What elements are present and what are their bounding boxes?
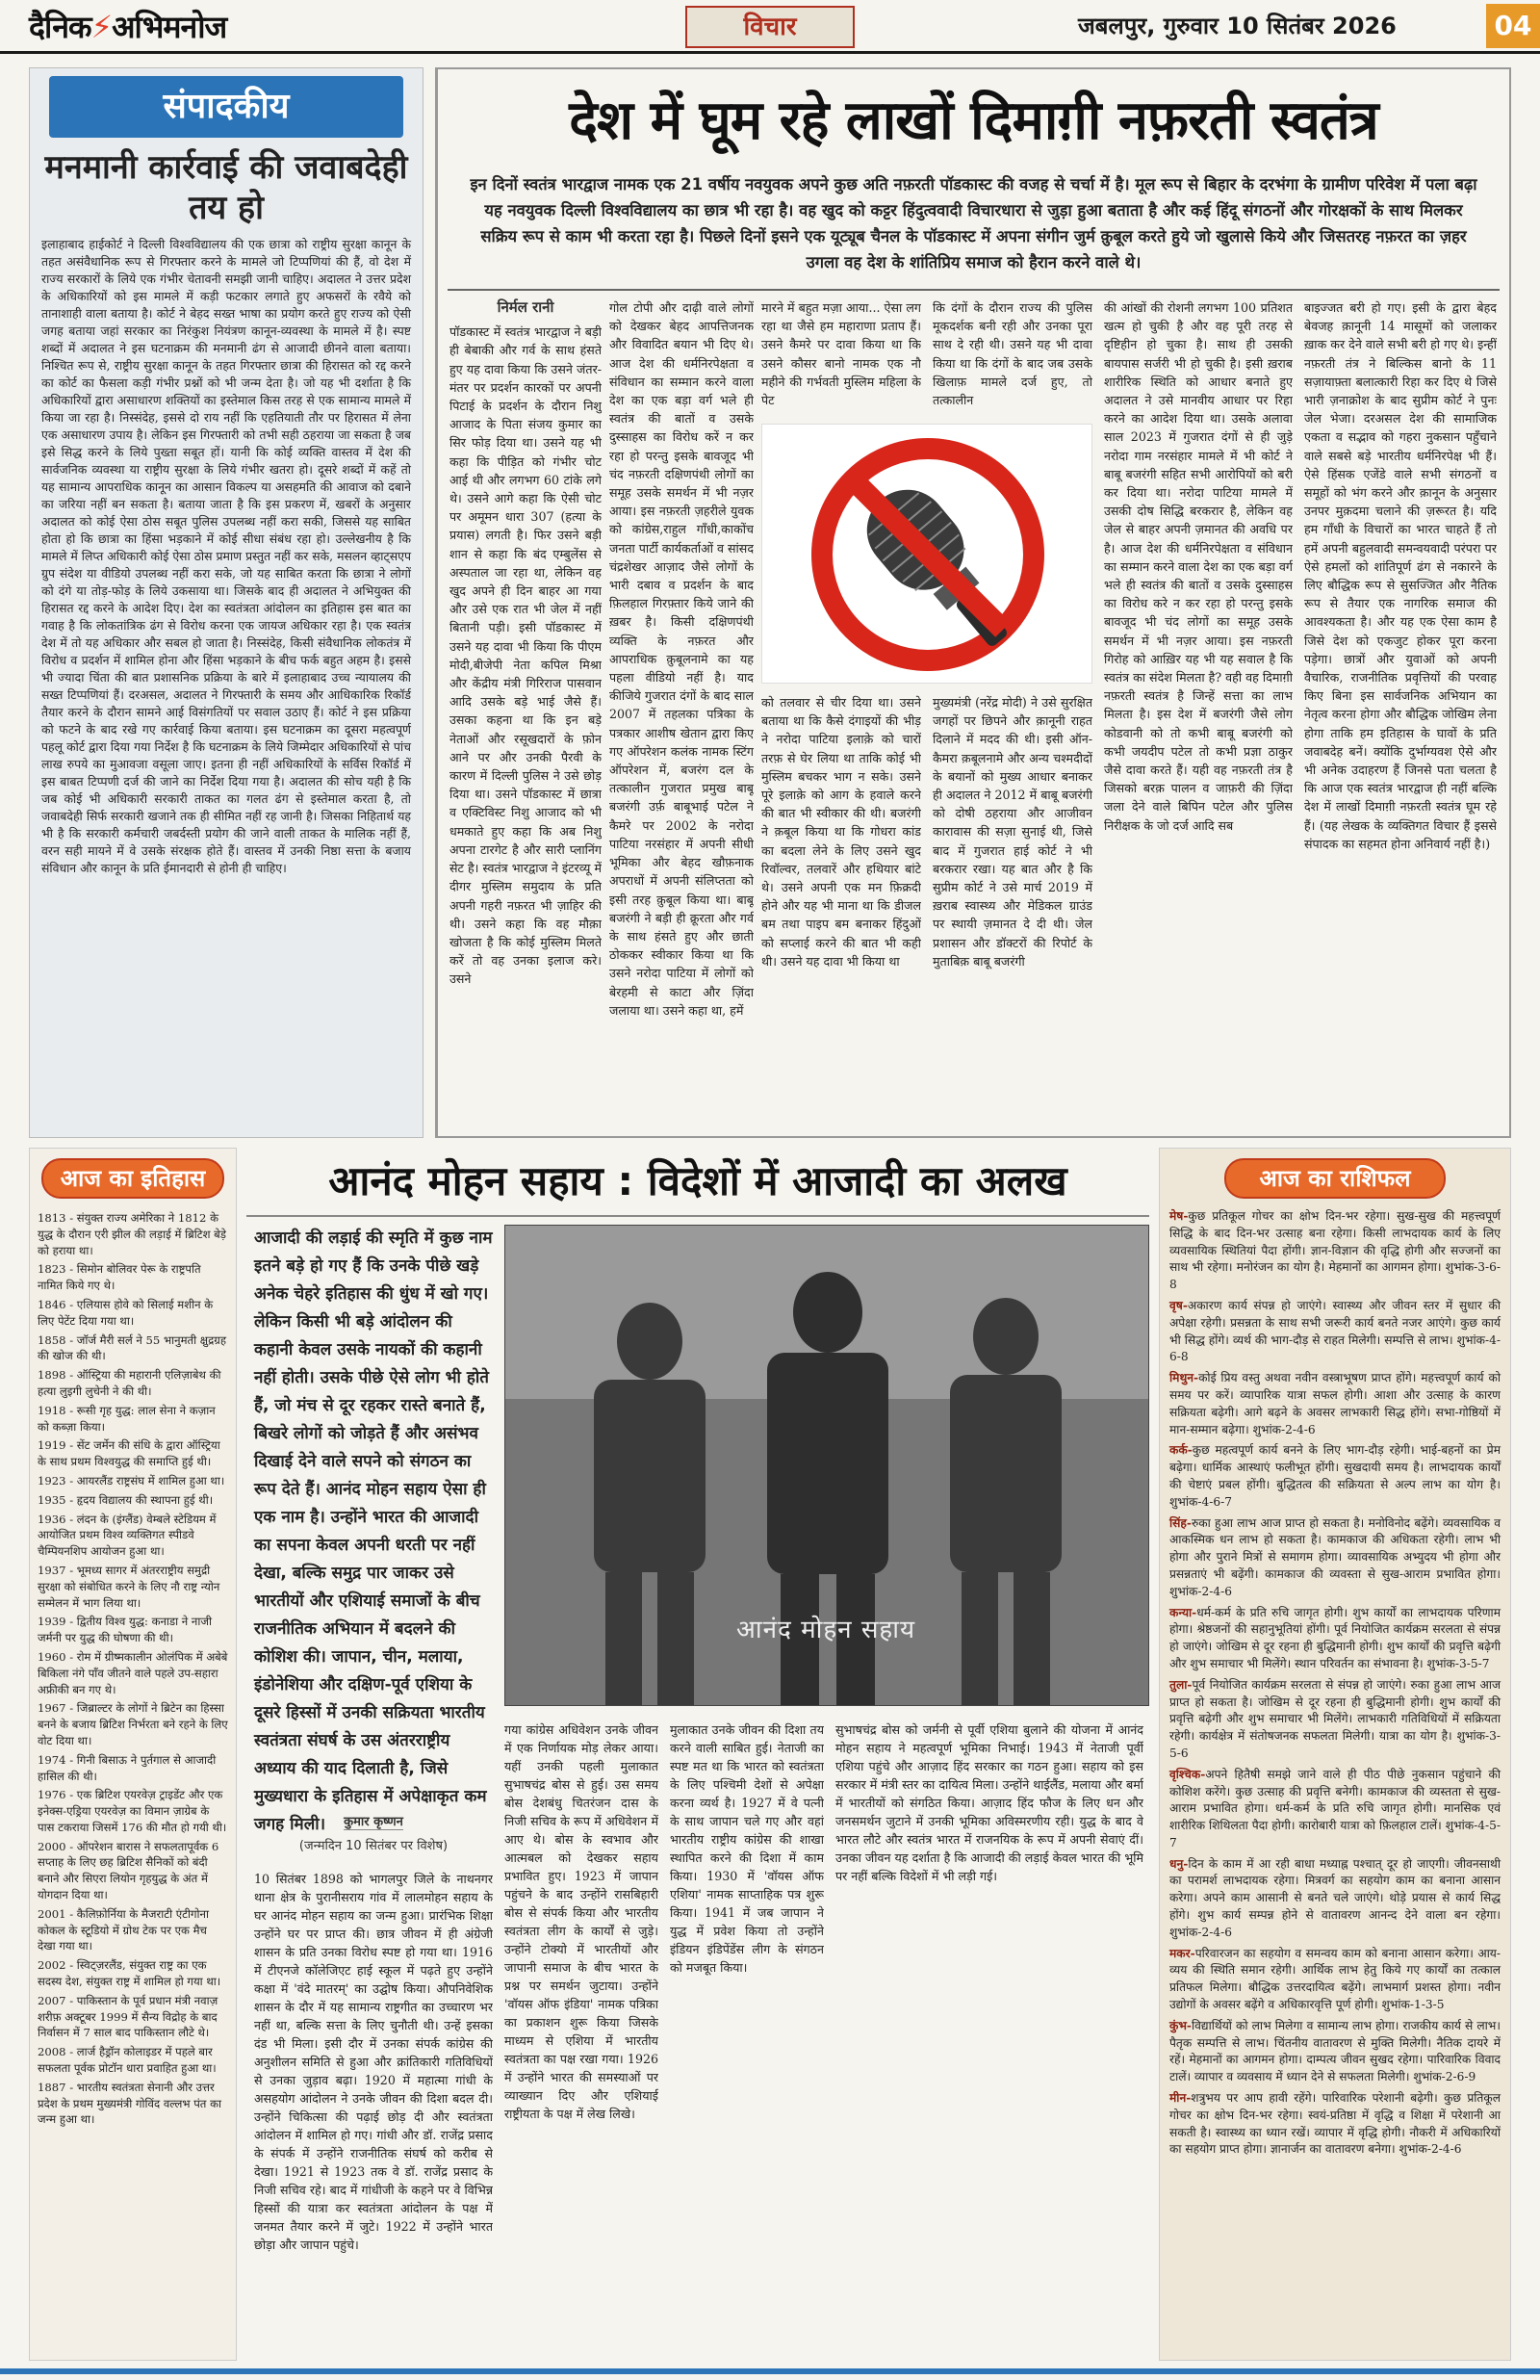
- history-item: 1887 - भारतीय स्वतंत्रता सेनानी और उत्तर प्रदेश के प्रथम मुख्यमंत्री गोविंद वल्लभ पंत का जन्म हुआ था।: [38, 2080, 221, 2127]
- horoscope-text: अपने हितैषी समझे जाने वाले ही पीठ पीछे नुकसान पहुंचाने की कोशिश करेंगे। कुछ उत्साह की प्रवृत्ति बनेगी। कामकाज की व्यस्तता से सुख-आराम प्रभावित होगा। धर्म-कर्म के प्रति रुचि जागृत होगी। मानसिक एवं शारीरिक शिथिलता पैदा होगी। कारोबारी यात्रा को फ़िलहाल टालें। शुभांक-4-5-7: [1169, 1767, 1501, 1850]
- horoscope-item: [1169, 1298, 1501, 1366]
- horoscope-text: धर्म-कर्म के प्रति रुचि जागृत होगी। शुभ कार्यों का लाभदायक परिणाम होगा। श्रेष्ठजनों की सहानुभूतियां होंगी। पूर्व नियोजित कार्यक्रम सरलता से संपन्न हो जाएंगे। जोखिम से दूर रहना ही बुद्धिमानी होगी। शुभ कार्यों की प्रवृत्ति बढ़ेगी और शुभ समाचार भी मिलेंगे। स्थान परिवर्तन का संभावना है। शुभांक-3-5-7: [1169, 1605, 1501, 1670]
- horoscope-text: कुछ महत्वपूर्ण कार्य बनने के लिए भाग-दौड़ रहेगी। भाई-बहनों का प्रेम बढ़ेगा। धार्मिक आस्थाएं फलीभूत होंगी। सुखदायी समय है। लाभदायक कार्यों की चेष्टाएं प्रबल होंगी। बुद्धितत्व की सक्रियता से अल्प लाभ का योग है। शुभांक-4-6-7: [1169, 1443, 1501, 1509]
- newspaper-logo: [29, 6, 226, 47]
- horoscope-item: [1169, 1515, 1501, 1601]
- horoscope-item: [1169, 1442, 1501, 1511]
- horoscope-text: कोई प्रिय वस्तु अथवा नवीन वस्त्राभूषण प्राप्त होंगे। महत्त्वपूर्ण कार्य को समय पर करें। व्यापारिक यात्रा सफल होगी। आशा और उत्साह के कारण सक्रियता बढ़ेगी। आगे बढ़ने के अवसर लाभकारी सिद्ध होंगे। सभा-गोष्ठियों में मान-सम्मान बढ़ेगा। शुभांक-2-4-6: [1169, 1371, 1501, 1436]
- lead-deck: इन दिनों स्वतंत्र भारद्वाज नामक एक 21 वर्षीय नवयुवक अपने कुछ अति नफ़रती पॉडकास्ट की वजह से चर्चा में है। मूल रूप से बिहार के दरभंगा के ग्रामीण परिवेश में पला बढ़ा यह नवयुवक दिल्ली विश्वविद्यालय का छात्र भी रहा है। वह खुद को कट्टर हिंदुत्ववादी विचारधारा से जुड़ा हुआ बताता है और कई हिंदू संगठनों और गोरक्षकों के साथ मिलकर सक्रिय रूप से काम भी करता रहा है। पिछले दिनों इसने एक यूट्यूब चैनल के पॉडकास्ट में अपना संगीन जुर्म क़ुबूल करते हुये जो खुलासे किये और जिसतरह नफ़रत का ज़हर उगला वह देश के शांतिप्रिय समाज को हैरान करने वाले थे।: [470, 175, 1477, 272]
- feature-author: कुमार कृष्णन: [344, 1812, 403, 1830]
- editorial-column: [29, 67, 424, 1138]
- section-label: विचार: [685, 6, 855, 48]
- horoscope-title: आज का राशिफल: [1224, 1158, 1446, 1199]
- zodiac-sign: तुला-: [1169, 1677, 1193, 1692]
- history-item: 1974 - गिनी बिसाऊ ने पुर्तगाल से आजादी हासिल की थी।: [38, 1752, 217, 1783]
- lead-column-text: बाइज्जत बरी हो गए। इसी के द्वारा बेहद बेवजह क़ानूनी 14 मासूमों को जलाकर ख़ाक कर देने वाले सभी बरी हो गए थे। इन्हीं नफ़रती तंत्र ने बिल्किस बानो के 11 सज़ायाफ़्ता बलात्कारी रिहा कर दिए थे जिसे भारी ज़नाक्रोश के बाद सुप्रीम कोर्ट ने पुनः जेल भेजा। दरअसल देश की सामाजिक एकता व सद्भाव को गहरा नुकसान पहुँचाने वाले सबसे बड़े भारतीय धर्मनिरपेक्ष भी हैं। ऐसे हिंसक एजेंडे वाले सभी संगठनों व समूहों को भंग करने और क़ानून के अनुसार उनपर मुक़दमा चलाने की ज़रूरत है। यदि हम गाँधी के विचारों का भारत चाहते हैं तो हमें अपनी बहुलवादी समन्वयवादी परंपरा पर ऐसे हमलों को शांतिपूर्ण ढंग से नकारने के लिए बौद्धिक रूप से सुसज्जित और नैतिक रूप से तैयार एक नागरिक समाज की आवश्यकता है। और यह एक ऐसा काम है जिसे देश को एकजुट होकर पूरा करना पड़ेगा। छात्रों और युवाओं को अपनी वैचारिक, राजनीतिक प्रवृत्तियों की परवाह किए बिना इस सार्वजनिक अभियान का नेतृत्व करना होगा और बौद्धिक जोखिम लेना होगा ताकि हम इतिहास के घावों के प्रति जवाबदेह बनें। क्योंकि दुर्भाग्यवश ऐसे और भी अनेक उदाहरण हैं जिनसे पता चलता है कि आज एक स्वतंत्र भारद्वाज ही नहीं बल्कि देश में लाखों दिमाग़ी नफ़रती स्वतंत्र घूम रहे हैं। (यह लेखक के व्यक्तिगत विचार हैं इससे संपादक का सहमत होना अनिवार्य नहीं है।): [1304, 300, 1497, 851]
- lead-column-6: [1304, 298, 1497, 1098]
- bottom-section: [29, 1148, 1511, 2361]
- feature-column-2: [504, 1720, 658, 2351]
- horoscope-item: [1169, 1370, 1501, 1438]
- horoscope-panel: [1159, 1148, 1511, 2361]
- history-item: 1918 - रूसी गृह युद्ध: लाल सेना ने कज़ान को कब्ज़ा किया।: [38, 1403, 216, 1434]
- history-item: 1936 - लंदन के (इंग्लैंड) वेम्बले स्टेडियम में आयोजित प्रथम विश्व व्यक्तिगत स्पीडवे चैम्पियनशिप आयोजन हुआ था।: [38, 1512, 217, 1559]
- zodiac-sign: मेष-: [1169, 1209, 1189, 1223]
- horoscope-text: अकारण कार्य संपन्न हो जाएंगे। स्वास्थ्य और जीवन स्तर में सुधार की अपेक्षा रहेगी। प्रसन्नता के साथ सभी जरूरी कार्य बनते नजर आएंगे। कुछ कार्य भी सिद्ध होंगे। व्यर्थ की भाग-दौड़ से राहत मिलेगी। सम्पत्ति से लाभ। शुभांक-4-6-8: [1169, 1298, 1501, 1364]
- horoscope-text: परिवारजन का सहयोग व समन्वय काम को बनाना आसान करेगा। आय-व्यय की स्थिति समान रहेगी। आर्थिक लाभ हेतु किये गए कार्यों का तत्काल प्रतिफल मिलेगा। बौद्धिक उत्तरदायित्व बढ़ेंगे। लाभमार्ग प्रशस्त होगा। नवीन उद्योगों के अवसर बढ़ेंगे व अधिकारवृत्ति पूर्ण होगी। शुभांक-1-3-5: [1169, 1946, 1501, 2012]
- horoscope-item: [1169, 1605, 1501, 1673]
- zodiac-sign: कन्या-: [1169, 1605, 1197, 1619]
- lead-column-text: की आंखों की रोशनी लगभग 100 प्रतिशत खत्म हो चुकी है और वह पूरी तरह से दृष्टिहीन हो चुका है। साथ ही उसकी बायपास सर्जरी भी हो चुकी है। इसी ख़राब शारीरिक स्थिति को आधार बनाते हुए अदालत ने उसे मानवीय आधार पर रिहा करने का आदेश दिया था। उसके अलावा साल 2023 में गुजरात दंगों से ही जुड़े नरोदा गाम नरसंहार मामले में भी कोर्ट ने बाबू बजरंगी सहित सभी आरोपियों को बरी कर दिया था। नरोदा पाटिया मामले में उसकी दोष सिद्धि बरकरार है, लेकिन वह जेल से बाहर अपनी ज़मानत की अवधि पर है। आज देश की धर्मनिरपेक्षता व संविधान का सम्मान करने वाला देश का एक बड़ा वर्ग भले ही स्वतंत्र की बातों व उसके दुस्साहस का विरोध करे न कर रहा हो परन्तु इसके बावजूद भी चंद लोगों का समूह उसके समर्थन में भी नज़र आया। इस नफ़रती गिरोह को आख़िर यह भी यह सवाल है कि स्वतंत्र का संदेश मिलता है? वही वह दिमाग़ी नफ़रती स्वतंत्र है जिन्हें सत्ता का लाभ मिलता है। इस देश में बजरंगी जैसे लोग कोडवानी को तो कभी बाबू बजरंगी को कभी जयदीप पटेल तो कभी प्रज्ञा ठाकुर जैसे दावा करते हैं। यही वह नफ़रती तंत्र है जिसको बरक़ पालन व जाफ़री की ज़िंदा जला देने वाले बिपिन पटेल और पुलिस निरीक्षक के जो दर्ज आदि सब: [1104, 300, 1293, 833]
- history-item: 1846 - एलियास होवे को सिलाई मशीन के लिए पेटेंट दिया गया था।: [38, 1297, 214, 1328]
- feature-column-3: [670, 1720, 824, 2351]
- history-panel: [29, 1148, 237, 2361]
- history-title: आज का इतिहास: [41, 1158, 224, 1199]
- historical-photo: [504, 1225, 1149, 1706]
- history-item: 1939 - द्वितीय विश्व युद्ध: कनाडा ने नाजी जर्मनी पर युद्ध की घोषणा की थी।: [38, 1615, 212, 1645]
- history-item: 2002 - स्विट्ज़रलैंड, संयुक्त राष्ट्र का एक सदस्य देश, संयुक्त राष्ट्र में शामिल हो गया था।: [38, 1958, 221, 1989]
- brand-prefix: दैनिक: [29, 9, 91, 45]
- editorial-kicker: संपादकीय: [49, 76, 403, 138]
- horoscope-item: [1169, 1767, 1501, 1852]
- history-item: 2008 - लार्ज हैड्रॉन कोलाइडर में पहले बार सफलता पूर्वक प्रोटॉन धारा प्रवाहित हुआ था।: [38, 2045, 217, 2076]
- lead-column-3-top: [761, 298, 921, 412]
- zodiac-sign: कर्क-: [1169, 1443, 1193, 1458]
- lead-column-1: [449, 298, 602, 1098]
- divider: [448, 289, 1500, 291]
- horoscope-item: [1169, 1208, 1501, 1294]
- history-item: 1813 - संयुक्त राज्य अमेरिका ने 1812 के युद्ध के दौरान एरी झील की लड़ाई में ब्रिटिश बेड़े को हराया था।: [38, 1211, 226, 1257]
- lightning-bolt-icon: ⚡: [90, 9, 113, 45]
- zodiac-sign: सिंह-: [1169, 1515, 1192, 1530]
- horoscope-text: शत्रुभय पर आप हावी रहेंगे। पारिवारिक परेशानी बढ़ेगी। कुछ प्रतिकूल गोचर का क्षोभ दिन-भर रहेगा। स्वयं-प्रतिष्ठा में वृद्धि व शिक्षा में परेशानी आ सकती है। स्वास्थ्य का ध्यान रखें। व्यापार में वृद्धि होगी। नौकरी में अधिकारियों का सहयोग प्राप्त होगा। ज्ञानार्जन का वातावरण बनेगा। शुभांक-2-4-6: [1169, 2091, 1501, 2157]
- horoscope-list: [1160, 1204, 1510, 2166]
- zodiac-sign: मिथुन-: [1169, 1371, 1199, 1385]
- footer-rule: [0, 2368, 1540, 2374]
- lead-column-4-bottom: [933, 693, 1092, 1098]
- history-item: 1960 - रोम में ग्रीष्मकालीन ओलंपिक में अबेबे बिकिला नंगे पाँव जीतने वाले पहले उप-सहारा अफ्रीकी बन गए थे।: [38, 1649, 228, 1696]
- lead-article: [435, 67, 1511, 1138]
- horoscope-text: विद्यार्थियों को लाभ मिलेगा व सामान्य लाभ होगा। राजकीय कार्य से लाभ। पैतृक सम्पत्ति से लाभ। चिंतनीय वातावरण से मुक्ति मिलेगी। नैतिक दायरे में रहें। मेहमानों का आगमन होगा। दाम्पत्य जीवन सुखद रहेगा। पारिवारिक विवाद टालें। व्यापार व व्यवसाय में ध्यान देने से सफलता मिलेगी। शुभांक-2-6-9: [1169, 2018, 1501, 2084]
- lead-columns: [438, 298, 1509, 1098]
- horoscope-item: [1169, 1946, 1501, 2014]
- masthead: [0, 0, 1540, 54]
- history-item: 2007 - पाकिस्तान के पूर्व प्रधान मंत्री नवाज़ शरीफ़ अक्टूबर 1999 में सैन्य विद्रोह के बाद निर्वासन में 7 साल बाद पाकिस्तान लौटे थे।: [38, 1993, 218, 2040]
- page-number: 04: [1486, 4, 1540, 48]
- lead-column-text: गोल टोपी और दाढ़ी वाले लोगों को देखकर बेहद आपत्तिजनक और विवादित बयान भी दिए थे। आज देश की धर्मनिरपेक्षता व संविधान का सम्मान करने वाला देश का एक बड़ा वर्ग भले ही स्वतंत्र की बातों व उसके दुस्साहस का विरोध करें न कर रहा हो परन्तु इसके बावजूद भी चंद नफ़रती दक्षिणपंथी लोगों का समूह उसके समर्थन में भी नज़र आया। इस नफ़रती ज़हरीले युवक को कांग्रेस,राहुल गाँधी,काकोंच जनता पार्टी कार्यकर्ताओं व सांसद चंद्रशेखर आज़ाद जैसे लोगों के भारी दबाव व प्रदर्शन के बाद फ़िलहाल गिरफ़्तार किये जाने की ख़बर है। किसी दक्षिणपंथी व्यक्ति के नफ़रत और आपराधिक क़ुबूलनामे का यह पहला वीडियो नहीं है। याद कीजिये गुजरात दंगों के बाद साल 2007 में तहलका पत्रिका के पत्रकार आशीष खेतान द्वारा किए गए ऑपरेशन कलंक नामक स्टिंग ऑपरेशन में, बजरंग दल के तत्कालीन गुजरात प्रमुख बाबू बजरंगी उर्फ़ बाबूभाई पटेल ने कैमरे पर 2002 के नरोदा पाटिया नरसंहार में अपनी सीधी भूमिका और बेहद खौफ़नाक अपराधों में अपनी संलिप्तता को इसी तरह क़ुबूल किया था। बाबू बजरंगी ने बड़ी ही क्रूरता और गर्व के साथ हंसते हुए और छाती ठोककर स्वीकार किया था कि उसने नरोदा पाटिया में लोगों को बेरहमी से काटा और ज़िंदा जलाया था। उसने कहा था, हमें: [609, 300, 754, 1018]
- lead-column-3-bottom: [761, 693, 921, 1098]
- zodiac-sign: वृश्चिक-: [1169, 1767, 1206, 1781]
- zodiac-sign: कुंभ-: [1169, 2018, 1192, 2032]
- history-item: 1898 - ऑस्ट्रिया की महारानी एलिज़ाबेथ की हत्या लुइगी लुचेनी ने की थी।: [38, 1368, 221, 1398]
- horoscope-item: [1169, 1677, 1501, 1763]
- feature-column-text: सुभाषचंद्र बोस को जर्मनी से पूर्वी एशिया बुलाने की योजना में आनंद मोहन सहाय ने महत्वपूर्ण भूमिका निभाई। 1943 में नेताजी पूर्वी एशिया पहुंचे और आज़ाद हिंद सरकार का गठन हुआ। सहाय को इस सरकार में मंत्री स्तर का दायित्व मिला। उन्होंने थाईलैंड, मलाया और बर्मा में भारतीयों को संगठित किया। आज़ाद हिंद फौज के लिए धन और जनसमर्थन जुटाने में उनकी भूमिका अविस्मरणीय रही। युद्ध के बाद वे भारत लौटे और स्वतंत्र भारत में राजनयिक के रूप में अपनी सेवाएं दीं। उनका जीवन यह दर्शाता है कि आजादी की लड़ाई केवल भारत की भूमि पर नहीं बल्कि विदेशों में भी लड़ी गई।: [835, 1722, 1143, 1883]
- lead-headline: देश में घूम रहे लाखों दिमाग़ी नफ़रती स्वतंत्र: [569, 90, 1378, 152]
- lead-column-text: मुख्यमंत्री (नरेंद्र मोदी) ने उसे सुरक्षित जगहों पर छिपने और क़ानूनी राहत दिलाने में मदद की थी। इसी ऑन-कैमरा क़बूलनामे और अन्य चश्मदीदों के बयानों को मुख्य आधार बनाकर ही अदालत ने 2012 में बाबू बजरंगी को दोषी ठहराया और आजीवन कारावास की सज़ा सुनाई थी, जिसे बाद में गुजरात हाई कोर्ट ने भी बरकरार रखा। यह बात और है कि सुप्रीम कोर्ट ने उसे मार्च 2019 में ख़राब स्वास्थ्य और मेडिकल ग्राउंड पर स्थायी ज़मानत दे दी थी। जेल प्रशासन और डॉक्टरों की रिपोर्ट के मुताबिक़ बाबू बजरंगी: [933, 695, 1092, 969]
- horoscope-text: दिन के काम में आ रही बाधा मध्याह्न पश्चात् दूर हो जाएगी। जीवनसाथी का परामर्श लाभदायक रहेगा। मित्रवर्ग का सहयोग काम का बनाना आसान करेगा। अपने काम आसानी से बनते चले जाएंगे। थोड़े प्रयास से कार्य सिद्ध होंगे। शुभ कार्य सम्पन्न होने से वातावरण आनन्द देने वाला बन रहेगा। शुभांक-2-4-6: [1169, 1856, 1501, 1939]
- lead-column-2: [609, 298, 754, 1098]
- zodiac-sign: मीन-: [1169, 2091, 1192, 2106]
- lead-column-text: मारने में बहुत मज़ा आया... ऐसा लग रहा था जैसे हम महाराणा प्रताप हैं। उसने कैमरे पर दावा किया था कि उसने कौसर बानो नामक एक नौ महीने की गर्भवती मुस्लिम महिला के पेट: [761, 300, 921, 408]
- feature-author-block: [254, 1812, 493, 1853]
- feature-column-text: गया कांग्रेस अधिवेशन उनके जीवन में एक निर्णायक मोड़ लेकर आया। यहीं उनकी पहली मुलाकात सुभाषचंद्र बोस से हुई। उस समय बोस देशबंधु चितरंजन दास के निजी सचिव के रूप में अधिवेशन में आए थे। बोस के स्वभाव और आत्मबल को देखकर सहाय प्रभावित हुए। 1923 में जापान पहुंचने के बाद उन्होंने रासबिहारी बोस से संपर्क किया और भारतीय स्वतंत्रता लीग के कार्यों से जुड़े। उन्होंने टोक्यो में भारतीयों और जापानी समाज के बीच भारत के प्रश्न पर समर्थन जुटाया। उन्होंने 'वॉयस ऑफ इंडिया' नामक पत्रिका का प्रकाशन शुरू किया जिसके माध्यम से एशिया में भारतीय स्वतंत्रता का पक्ष रखा गया। 1926 में उन्होंने भारत की समस्याओं पर व्याख्यान दिए और एशियाई राष्ट्रीयता के पक्ष में लेख लिखे।: [504, 1722, 658, 2121]
- feature-column-1: [254, 1870, 493, 2351]
- editorial-headline: मनमानी कार्रवाई की जवाबदेही तय हो: [44, 148, 408, 227]
- history-item: 1858 - जॉर्ज मैरी सर्ल ने 55 भानुमती क्षुद्रग्रह की खोज की थी।: [38, 1332, 226, 1363]
- horoscope-text: रुका हुआ लाभ आज प्राप्त हो सकता है। मनोविनोद बढ़ेंगे। व्यवसायिक व आकस्मिक धन लाभ हो सकता है। कामकाज की अधिकता रहेगी। लाभ भी होगा और पुराने मित्रों से समागम होगा। व्यावसायिक अभ्युदय भी होगा और प्रसन्नताएं भी बढ़ेंगी। कामकाज की व्यवस्ता से सुख-आराम प्रभावित होगा। शुभांक-2-4-6: [1169, 1515, 1501, 1598]
- feature-column-text: मुलाकात उनके जीवन की दिशा तय करने वाली साबित हुई। नेताजी का स्पष्ट मत था कि भारत को स्वतंत्रता के लिए पश्चिमी देशों से अपेक्षा करना व्यर्थ है। 1927 में वे पत्नी के साथ जापान चले गए और वहां भारतीय राष्ट्रीय कांग्रेस की शाखा स्थापित करने की दिशा में काम किया। 1930 में 'वॉयस ऑफ एशिया' नामक साप्ताहिक पत्र शुरू किया। 1941 में जब जापान ने युद्ध में प्रवेश किया तो उन्होंने इंडियन इंडिपेंडेंस लीग के संगठन को मजबूत किया।: [670, 1722, 824, 1975]
- lead-column-text: पॉडकास्ट में स्वतंत्र भारद्वाज ने बड़ी ही बेबाकी और गर्व के साथ हंसते हुए यह दावा किया कि उसने जंतर-मंतर पर प्रदर्शन कारकों पर अपनी पिटाई के प्रदर्शन के दौरान निशु आजाद के पिता संजय कुमार का सिर फोड़ दिया था। उसने यह भी कहा कि पीड़ित को गंभीर चोट आई थी और लगभग 60 टांके लगे थे। उसने आगे कहा कि ऐसी चोट पर अमूमन धारा 307 (हत्या के प्रयास) लगती है। फिर उसने बड़ी शान से कहा कि बंद एम्बुलेंस से अस्पताल जा रहा था, लेकिन वह खुद अपने ही दिन बाहर आ गया और उसे एक रात भी जेल में नहीं बितानी पड़ी। इसी पॉडकास्ट में उसने यह दावा भी किया कि पीएम मोदी,बीजेपी नेता कपिल मिश्रा और केंद्रीय मंत्री गिरिराज पासवान आदि उसके बड़े भाई जैसे हैं। उसका कहना था कि इन बड़े नेताओं और रसूखदारों के फ़ोन आने पर और उनकी पैरवी के कारण में दिल्ली पुलिस ने उसे छोड़ दिया था। उसने पॉडकास्ट में छात्रा व एक्टिविस्ट निशु आजाद को भी धमकाते हुए कहा कि अब निशु अपना टारगेट है और सारी प्लानिंग सेट है। स्वतंत्र भारद्वाज ने इंटरव्यू में दीगर मुस्लिम समुदाय के प्रति अपनी गहरी नफ़रत भी ज़ाहिर की थी। उसने कहा कि वह मौक़ा खोजता है कि कोई मुस्लिम मिलते करें तो वह उनका इलाज करे। उसने: [449, 324, 602, 987]
- history-item: 2000 - ऑपरेशन बारास ने सफलतापूर्वक 6 सप्ताह के लिए छह ब्रिटिश सैनिकों को बंदी बनाने और सिएरा लियोन गृहयुद्ध के अंत में योगदान दिया था।: [38, 1839, 219, 1902]
- history-item: 1823 - सिमोन बोलिवर पेरू के राष्ट्रपति नामित किये गए थे।: [38, 1262, 201, 1293]
- no-hate-speech-microphone-icon: [761, 424, 1092, 684]
- horoscope-text: पूर्व नियोजित कार्यक्रम सरलता से संपन्न हो जाएंगे। रुका हुआ लाभ आज प्राप्त हो सकता है। जोखिम से दूर रहना ही बुद्धिमानी होगी। शुभ कार्यों की प्रवृत्ति बढ़ेगी और शुभ समाचार भी मिलेंगे। लाभकारी गतिविधियों में सक्रियता रहेगी। कार्यक्षेत्र में संतोषजनक सफलता मिलेगी। यात्रा का योग है। शुभांक-3-5-6: [1169, 1677, 1501, 1760]
- history-item: 2001 - कैलिफ़ोर्निया के मैजराटी एंटीगोना कोकल के स्टूडियो में ग्रोथ टेक पर एक मैच देखा गया था।: [38, 1906, 209, 1953]
- horoscope-item: [1169, 2018, 1501, 2086]
- history-item: 1967 - जिब्राल्टर के लोगों ने ब्रिटेन का हिस्सा बनने के बजाय ब्रिटिश निर्भरता बने रहने के लिए वोट दिया था।: [38, 1701, 228, 1747]
- feature-article: [246, 1148, 1149, 2361]
- feature-column-4: [835, 1720, 1143, 2351]
- horoscope-item: [1169, 2090, 1501, 2159]
- lead-column-text: को तलवार से चीर दिया था। उसने बताया था कि कैसे दंगाइयों की भीड़ ने नरोदा पाटिया इलाक़े को चारों तरफ़ से घेर लिया था ताकि कोई भी मुस्लिम बचकर भाग न सके। उसने पूरे इलाक़े को आग के हवाले करने की बात भी स्वीकार की थी। बजरंगी ने क़बूल किया था कि गोधरा कांड का बदला लेने के लिए उसने खुद रिवॉल्वर, तलवारें और हथियार बांटे थे। उसने अपनी एक मन फ़िक्रदी होने और यह भी माना था कि डीजल बम तथा पाइप बम बनाकर हिंदुओं को सप्लाई करने की बात भी कही थी। उसने यह दावा भी किया था: [761, 695, 921, 969]
- lead-column-text: कि दंगों के दौरान राज्य की पुलिस मूकदर्शक बनी रही और उनका पूरा साथ दे रही थी। उसने यह भी दावा किया था कि दंगों के बाद जब उसके खिलाफ़ मामले दर्ज हुए, तो तत्कालीन: [933, 300, 1092, 408]
- photo-caption: आनंद मोहन सहाय: [736, 1616, 916, 1644]
- history-item: 1935 - हृदय विद्यालय की स्थापना हुई थी।: [38, 1492, 214, 1507]
- dateline: जबलपुर, गुरुवार 10 सितंबर 2026: [1078, 13, 1397, 39]
- lead-column-5: [1104, 298, 1293, 1098]
- feature-headline: आनंद मोहन सहाय : विदेशों में आजादी का अलख: [246, 1148, 1149, 1217]
- history-list: [30, 1204, 236, 2136]
- horoscope-text: कुछ प्रतिकूल गोचर का क्षोभ दिन-भर रहेगा। सुख-सुख की महत्त्वपूर्ण सिद्धि के बाद दिन-भर उत्साह बना रहेगा। किसी लाभदायक कार्य के लिए व्यवसायिक स्थितियां पैदा होंगी। ज्ञान-विज्ञान की वृद्धि होगी और सज्जनों का साथ भी रहेगा। मनोरंजन का योग है। मेहमानों का आगमन होगा। शुभांक-3-6-8: [1169, 1209, 1501, 1292]
- zodiac-sign: धनु-: [1169, 1856, 1189, 1871]
- horoscope-item: [1169, 1856, 1501, 1942]
- brand-suffix: अभिमनोज: [112, 9, 227, 45]
- lead-byline: निर्मल रानी: [497, 298, 554, 316]
- history-item: 1919 - सेंट जर्मेन की संधि के द्वारा ऑस्ट्रिया के साथ प्रथम विश्वयुद्ध की समाप्ति हुई थी।: [38, 1438, 220, 1469]
- history-item: 1937 - भूमध्य सागर में अंतरराष्ट्रीय समुद्री सुरक्षा को संबोधित करने के लिए नौ राष्ट्र न्योन सम्मेलन में भाग लिया था।: [38, 1563, 220, 1610]
- zodiac-sign: वृष-: [1169, 1298, 1188, 1312]
- prohibition-sign-graphic: [762, 425, 1093, 685]
- history-item: 1976 - एक ब्रिटिश एयरवेज़ ट्राइडेंट और एक इनेक्स-एड्रिया एयरवेज़ का विमान ज़ाग्रेब के पास टकराया जिसमें 176 की मौत हो गयी थी।: [38, 1788, 227, 1834]
- feature-pullquote: आजादी की लड़ाई की स्मृति में कुछ नाम इतने बड़े हो गए हैं कि उनके पीछे खड़े अनेक चेहरे इतिहास की धुंध में खो गए। लेकिन किसी भी बड़े आंदोलन की कहानी केवल उसके नायकों की कहानी नहीं होती। उसके पीछे ऐसे लोग भी होते हैं, जो मंच से दूर रहकर रास्ते बनाते हैं, बिखरे लोगों को जोड़ते हैं और असंभव दिखाई देने वाले सपने को संगठन का रूप देते हैं। आनंद मोहन सहाय ऐसा ही एक नाम है। उन्होंने भारत की आजादी का सपना केवल अपनी धरती पर नहीं देखा, बल्कि समुद्र पार जाकर उसे भारतीयों और एशियाई समाजों के बीच राजनीतिक अभियान में बदलने की कोशिश की। जापान, चीन, मलाया, इंडोनेशिया और दक्षिण-पूर्व एशिया के दूसरे हिस्सों में उनकी सक्रियता भारतीय स्वतंत्रता संघर्ष के उस अंतरराष्ट्रीय अध्याय की याद दिलाती है, जिसे मुख्यधारा के इतिहास में अपेक्षाकृत कम जगह मिली।: [254, 1229, 493, 1834]
- editorial-body: इलाहाबाद हाईकोर्ट ने दिल्ली विश्वविद्यालय की एक छात्रा को राष्ट्रीय सुरक्षा कानून के तहत असंवैधानिक रूप से गिरफ्तार करने के मामले जो टिप्पणियां की हैं, वो देश में राज्य सरकारों के लिये एक गंभीर चेतावनी समझी जानी चाहिए। अदालत ने उत्तर प्रदेश के अधिकारियों को इस मामले में कड़ी फटकार लगाते हुए अफसरों के रवैये को तानाशाही वाला बताया है। कोर्ट ने बेहद सख्त भाषा का प्रयोग करते हुए राज्य को ऐसी जगह बताया जहां सरकार का निरंकुश नियंत्रण कानून-व्यवस्था के मामले में है। स्पष्ट शब्दों में अदालत ने इस घटनाक्रम की मनमानी ढंग से आजादी छीनने वाला बताया। निश्चित रूप से, राष्ट्रीय सुरक्षा कानून के तहत गिरफ्तार छात्रा की हिरासत को रद्द करने का कोर्ट का फैसला कड़ी गंभीर प्रश्नों को भी जन्म देता है। जो यह भी दर्शाता है कि अधिकारियों द्वारा असाधारण शक्तियों का इस्तेमाल किस तरह से एक सामान्य मामले में किया जा रहा है। निस्संदेह, इससे दो राय नहीं कि एहतियाती तौर पर हिरासत में लेना एक असाधारण उपाय है। लेकिन इस गिरफ्तारी को तभी सही ठहराया जा सकता है जब इसे सिद्ध करने के लिये पुख्ता सबूत हों। यानी कि कोई व्यक्ति वास्तव में देश की सार्वजनिक व्यवस्था या राष्ट्रीय सुरक्षा के लिये गंभीर खतरा हो। दूसरे शब्दों में कहें तो यह सामान्य आपराधिक कानून का आसान विकल्प या असहमति की आवाज को दबाने का जरिया नहीं बन सकता है। बताया जाता है कि इस प्रकरण में, खबरों के अनुसार अदालत को कोई ऐसा ठोस सबूत पुलिस उपलब्ध नहीं करा सकी, जिससे यह साबित होता हो कि छात्रा का हिंसा भड़काने में कोई सीधा संबंध रहा हो। उल्लेखनीय है कि मामले में लिप्त अधिकारी कोई ऐसा ठोस प्रमाण प्रस्तुत नहीं कर सके, मसलन व्हाट्सएप ग्रुप संदेश या वीडियो उपलब्ध नहीं करा सके, जो यह साबित करता कि छात्रा ने लोगों को दंगे या तोड़-फोड़ के लिये उकसाया था। जिसके बाद ही अदालत ने अभियुक्त की हिरासत रद्द करने के आदेश दिए। देश का स्वतंत्रता आंदोलन का इतिहास इस बात का गवाह है कि लोकतांत्रिक ढंग से विरोध करना एक जायज अधिकार रहा है। एक स्वतंत्र देश में तो यह अधिकार और सबल हो जाता है। निस्संदेह, किसी संवैधानिक लोकतंत्र में विरोध व प्रदर्शन में शामिल होना और हिंसा भड़काने के बीच फर्क बहुत अहम है। इससे भी ज्यादा चिंता की बात प्रशासनिक प्रक्रिया के बारे में इलाहाबाद उच्च न्यायालय की सख्त टिप्पणियां हैं। दरअसल, अदालत ने गिरफ्तारी के समय और आधिकारिक रिकॉर्ड तैयार करने के दौरान सामने आई विसंगतियों पर सवाल उठाए हैं। कोर्ट ने इस प्रक्रिया को फटने के बाद रखे गए कार्रवाई किया बताया। इस घटनाक्रम का दूसरा महत्वपूर्ण पहलू कोर्ट द्वारा दिया गया निर्देश है कि घटनाक्रम के लिये जिम्मेदार अधिकारियों से पांच लाख रुपये का मुआवजा वसूला जाए। इतना ही नहीं अधिकारियों के सर्विस रिकॉर्ड में इस बाबत टिप्पणी दर्ज की जाने का निर्देश दिया गया है। अदालत की सोच यही है कि जब कोई भी अधिकारी सरकारी ताकत का गलत ढंग से इस्तेमाल करता है, तो जवाबदेही सिर्फ सरकारी खजाने तक ही सीमित नहीं रह जानी है। जिसका निहितार्थ यह भी है कि सरकारी कर्मचारी जबर्दस्ती प्रयोग की जाने वाली ताकत के मालिक नहीं हैं, वरन सही मायने में वे उसके संरक्षक होते हैं। वास्तव में उनकी निष्ठा सत्ता के बजाय संविधान और कानून के प्रति ईमानदारी से होनी ही चाहिए।: [41, 237, 411, 875]
- feature-column-text: 10 सितंबर 1898 को भागलपुर जिले के नाथनगर थाना क्षेत्र के पुरानीसराय गांव में लालमोहन सहाय के घर आनंद मोहन सहाय का जन्म हुआ। प्रारंभिक शिक्षा उन्होंने घर पर प्राप्त की। छात्र जीवन में ही अंग्रेजी शासन के प्रति उनका विरोध स्पष्ट हो गया था। 1916 में टीएनजे कॉलेजिएट हाई स्कूल में पढ़ते हुए उन्होंने कक्षा में 'वंदे मातरम्' का उद्घोष किया। औपनिवेशिक शासन के दौर में यह सामान्य राष्ट्रगीत का उच्चारण भर नहीं था, बल्कि सत्ता के लिए चुनौती थी। उन्हें इसका दंड भी मिला। इसी दौर में उनका संपर्क कांग्रेस की अनुशीलन समिति से हुआ और क्रांतिकारी गतिविधियों से उनका जुड़ाव बढ़ा। 1920 में महात्मा गांधी के असहयोग आंदोलन ने उनके जीवन की दिशा बदल दी। उन्होंने चिकित्सा की पढ़ाई छोड़ दी और स्वतंत्रता आंदोलन में शामिल हो गए। गांधी और डॉ. राजेंद्र प्रसाद के संपर्क में उन्होंने राजनीतिक संघर्ष को करीब से देखा। 1921 से 1923 तक वे डॉ. राजेंद्र प्रसाद के निजी सचिव रहे। बाद में गांधीजी के कहने पर वे विभिन्न हिस्सों की यात्रा कर स्वतंत्रता आंदोलन के पक्ष में जनमत तैयार करने में जुटे। 1922 में उन्होंने भारत छोड़ा और जापान पहुंचे।: [254, 1872, 493, 2252]
- lead-column-4-top: [933, 298, 1092, 412]
- zodiac-sign: मकर-: [1169, 1946, 1195, 1960]
- feature-anniversary-note: (जन्मदिन 10 सितंबर पर विशेष): [298, 1839, 449, 1853]
- history-item: 1923 - आयरलैंड राष्ट्रसंघ में शामिल हुआ था।: [38, 1473, 225, 1488]
